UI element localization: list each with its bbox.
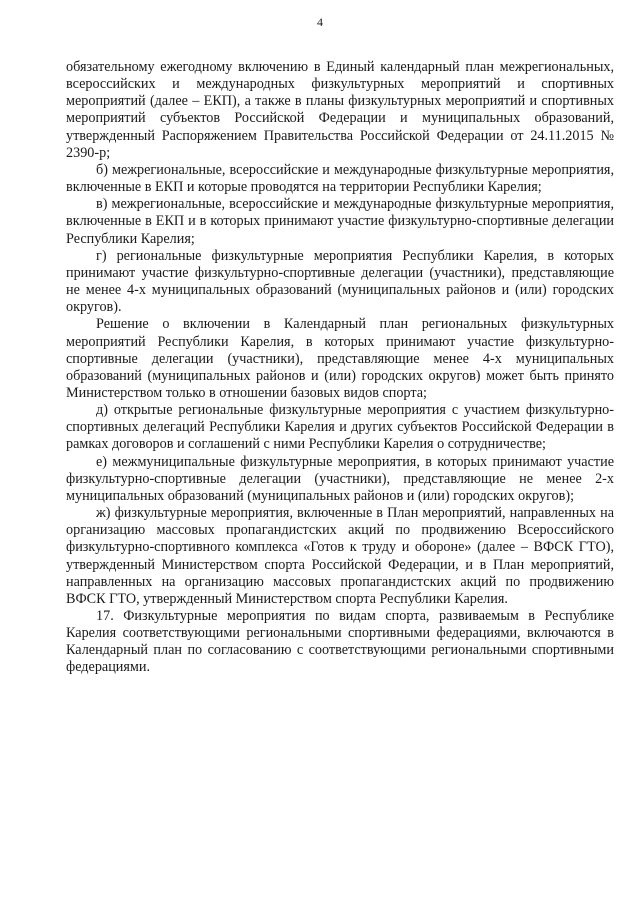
- paragraph-17: 17. Физкультурные мероприятия по видам спорта, развиваемым в Республике Карелия соответствующими региональными спортивными федерациями, включаются в Календарный план по согласованию с соответствующими региональными спортивными федерациями.: [66, 608, 614, 676]
- paragraph-decision: Решение о включении в Календарный план региональных физкультурных мероприятий Республики Карелия, в которых принимают участие физкультурно-спортивные делегации (участники), представляющие менее 4-х муниципальных образований (муниципальных районов и (или) городских округов) может быть принято Министерством только в отношении базовых видов спорта;: [66, 316, 614, 401]
- list-item-b: б) межрегиональные, всероссийские и международные физкультурные мероприятия, включенные в ЕКП и которые проводятся на территории Республики Карелия;: [66, 161, 614, 196]
- page-number: 4: [317, 15, 323, 29]
- document-body: [66, 59, 614, 677]
- list-item-v: в) межрегиональные, всероссийские и международные физкультурные мероприятия, включенные в ЕКП и в которых принимают участие физкультурно-спортивные делегации Республики Карелия;: [66, 196, 614, 247]
- list-item-e: е) межмуниципальные физкультурные мероприятия, в которых принимают участие физкультурно-спортивные делегации (участники), представляющие не менее 2-х муниципальных образований (муниципальных районов и (или) городских округов);: [66, 453, 614, 504]
- list-item-zh: ж) физкультурные мероприятия, включенные в План мероприятий, направленных на организацию массовых пропагандистских акций по продвижению Всероссийского физкультурно-спортивного комплекса «Готов к труду и обороне» (далее – ВФСК ГТО), утвержденный Министерством спорта Российской Федерации, и в План мероприятий, направленных на организацию массовых пропагандистских акций по продвижению ВФСК ГТО, утвержденный Министерством спорта Республики Карелия.: [66, 505, 614, 607]
- list-item-d: д) открытые региональные физкультурные мероприятия с участием физкультурно-спортивных делегаций Республики Карелия и других субъектов Российской Федерации в рамках договоров и соглашений с ними Республики Карелия о сотрудничестве;: [66, 402, 614, 453]
- paragraph-continuation: обязательному ежегодному включению в Единый календарный план межрегиональных, всероссийских и международных физкультурных мероприятий и спортивных мероприятий (далее – ЕКП), а также в планы физкультурных мероприятий и спортивных мероприятий субъектов Российской Федерации и муниципальных образований, утвержденный Распоряжением Правительства Российской Федерации от 24.11.2015 № 2390-р;: [66, 59, 614, 161]
- list-item-g: г) региональные физкультурные мероприятия Республики Карелия, в которых принимают участие физкультурно-спортивные делегации (участники), представляющие не менее 4-х муниципальных образований (муниципальных районов и (или) городских округов).: [66, 247, 614, 316]
